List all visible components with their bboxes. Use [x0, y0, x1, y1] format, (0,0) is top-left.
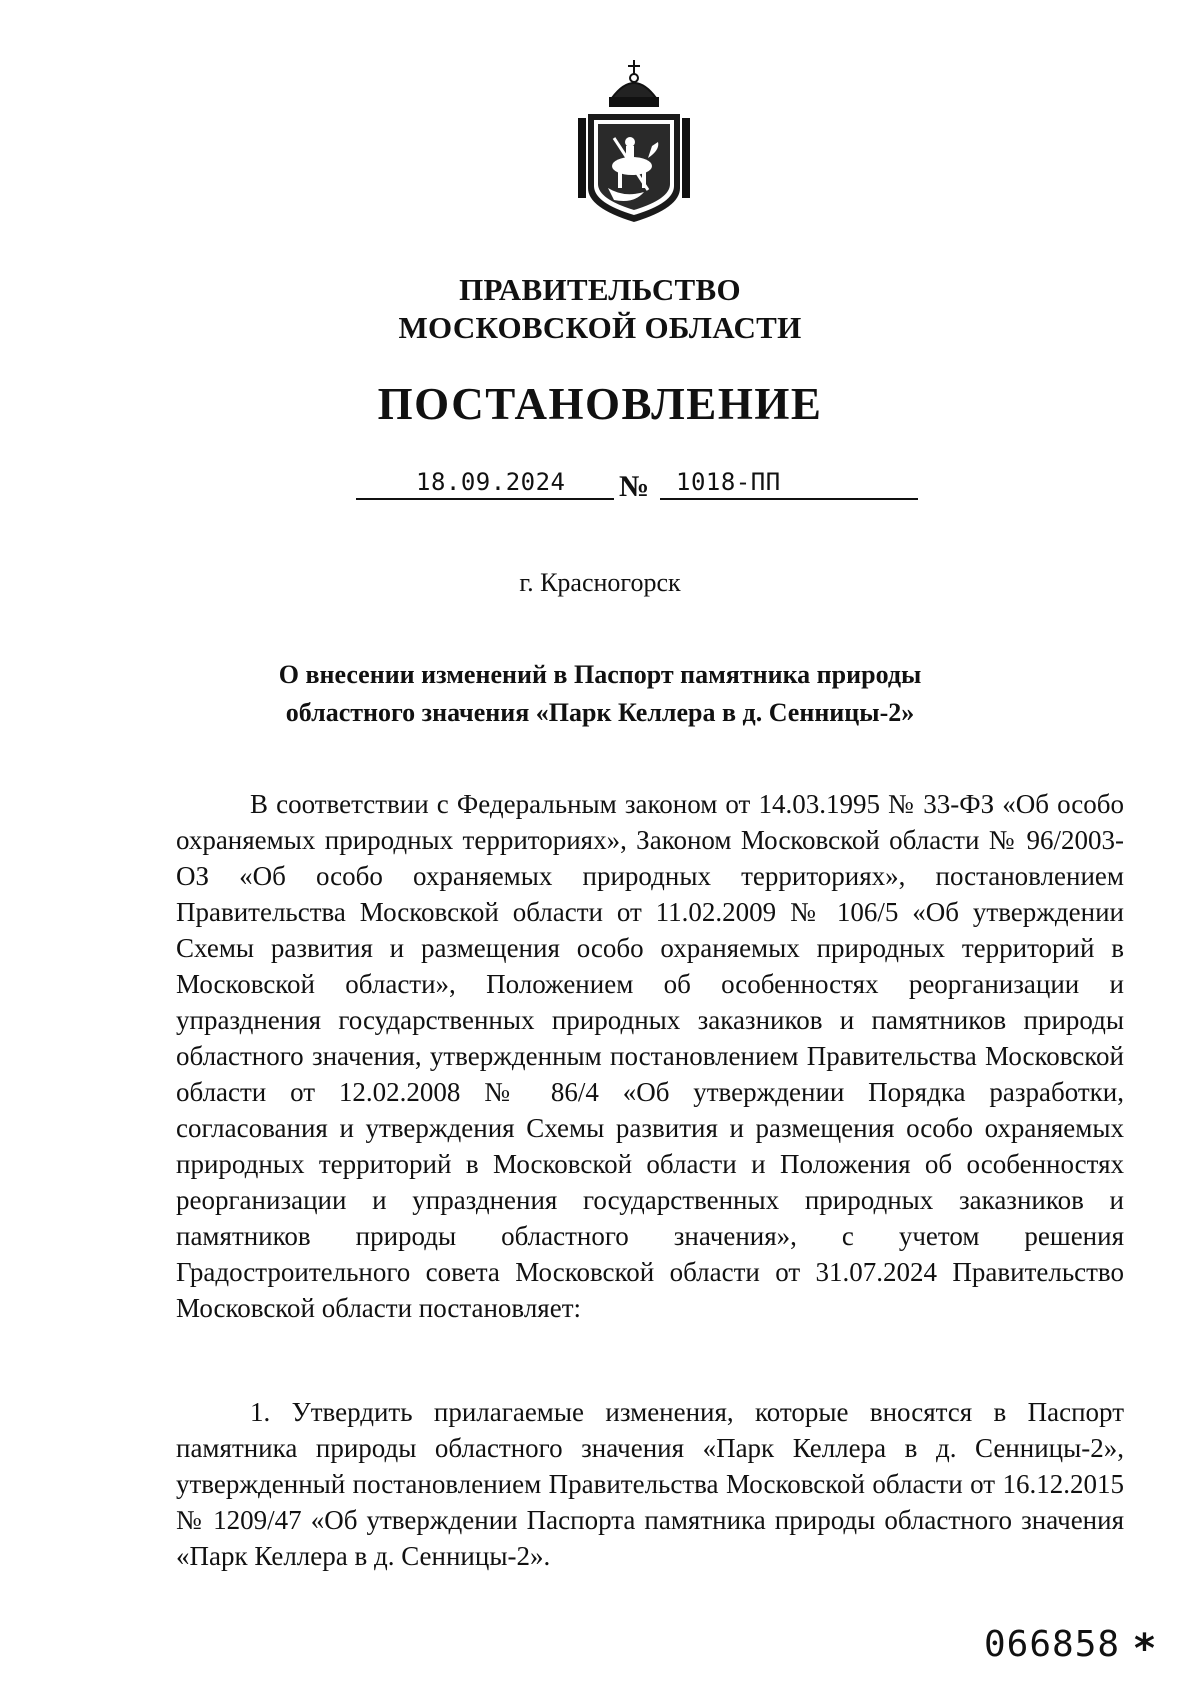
subject-line2: областного значения «Парк Келлера в д. Сенницы-2» — [285, 698, 915, 727]
document-date: 18.09.2024 — [416, 468, 566, 496]
number-sign: № — [619, 470, 650, 503]
body-paragraph-item-1: 1. Утвердить прилагаемые изменения, которые вносятся в Паспорт памятника природы областного значения «Парк Келлера в д. Сенницы-2», утвержденный постановлением Правительства Московской области от 16.12.2015 № 1209/47 «Об утверждении Паспорта памятника природы областного значения «Парк Келлера в д. Сенницы-2». — [176, 1397, 1124, 1571]
number-underline — [660, 498, 918, 500]
document-type-title: ПОСТАНОВЛЕНИЕ — [377, 379, 823, 429]
city-line: г. Красногорск — [519, 568, 681, 597]
moscow-oblast-coat-of-arms-icon — [574, 58, 694, 226]
document-number: 1018-ПП — [676, 468, 781, 496]
document-serial-code: 066858 — [984, 1624, 1121, 1665]
body-paragraph-preamble: В соответствии с Федеральным законом от 14.03.1995 № 33-ФЗ «Об особо охраняемых природных территориях», Законом Московской области № 96/2003-ОЗ «Об особо охраняемых природных территориях», постановлением Правительства Московской области от 11.02.2009 № 106/5 «Об утверждении Схемы развития и размещения особо охраняемых природных территорий в Московской области», Положением об особенностях реорганизации и упразднения государственных природных заказников и памятников природы областного значения, утвержденным постановлением Правительства Московской области от 12.02.2008 № 86/4 «Об утверждении Порядка разработки, согласования и утверждения Схемы развития и размещения особо охраняемых природных территорий в Московской области и Положения об особенностях реорганизации и упразднения государственных природных заказников и памятников природы областного значения», с учетом решения Градостроительного совета Московской области от 31.07.2024 Правительство Московской области постановляет: — [176, 789, 1124, 1323]
subject-line1: О внесении изменений в Паспорт памятника природы — [278, 660, 922, 689]
serial-mark: * — [1134, 1626, 1155, 1672]
date-underline — [356, 498, 614, 500]
organization-name-line2: МОСКОВСКОЙ ОБЛАСТИ — [398, 310, 802, 345]
organization-name-line1: ПРАВИТЕЛЬСТВО — [459, 272, 741, 307]
